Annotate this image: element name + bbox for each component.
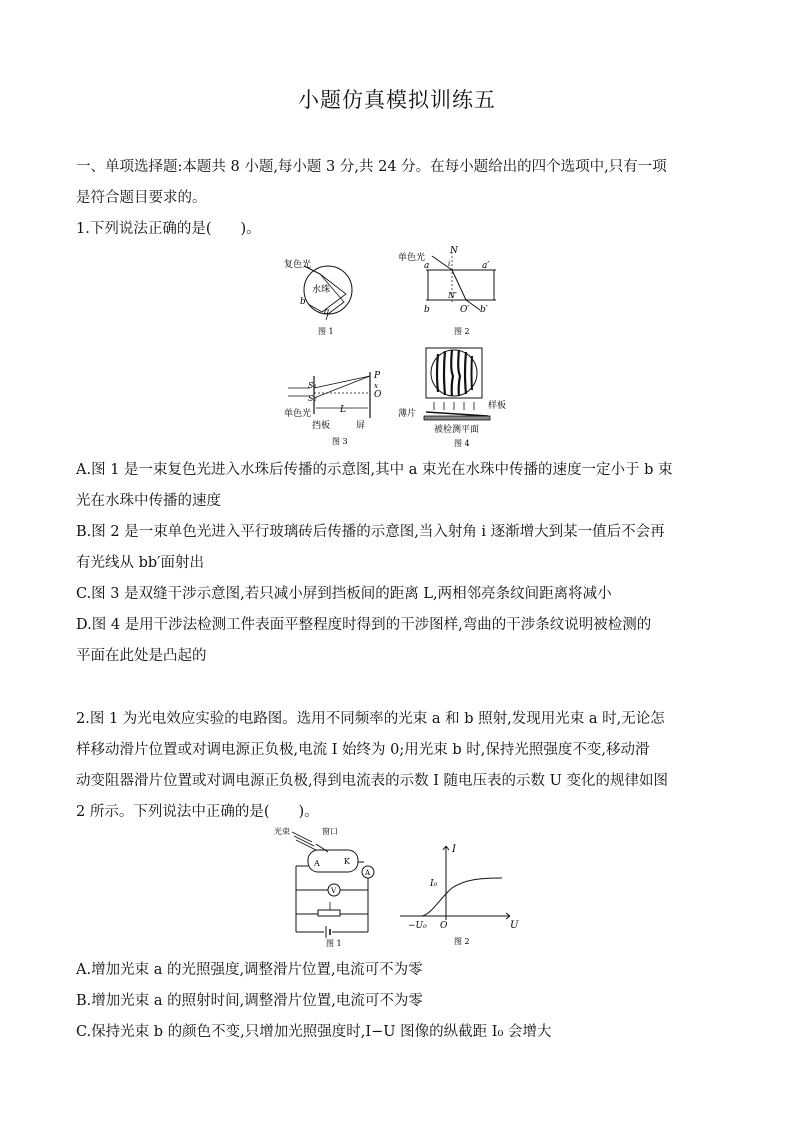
q1-option-d-line1: D.图 4 是用干涉法检测工件表面平整程度时得到的干涉图样,弯曲的干涉条纹说明被检测的 (76, 617, 652, 633)
page-title: 小题仿真模拟训练五 (298, 88, 496, 112)
fig4-label-sample: 样板 (488, 401, 507, 411)
q2-stem-line3: 动变阻器滑片位置或对调电源正负极,得到电流表的示数 I 随电压表的示数 U 变化的规律如图 (76, 773, 668, 789)
fig2-a2: a′ (482, 261, 490, 271)
fig3-O: O (374, 390, 382, 400)
fig2-N: N (450, 246, 458, 256)
fig2-label-light: 单色光 (398, 253, 426, 263)
q2-stem-line1: 2.图 1 为光电效应实验的电路图。选用不同频率的光束 a 和 b 照射,发现用光束 a 时,无论怎 (76, 711, 665, 727)
section-heading-line2: 是符合题目要求的。 (76, 190, 207, 206)
q1-figure-2 (396, 244, 516, 340)
fig4-label-film: 薄片 (398, 409, 417, 419)
q1-stem: 1.下列说法正确的是( )。 (76, 221, 261, 237)
fig4-label-plane: 被检测平面 (434, 425, 480, 435)
fig3-S1: S₁ (308, 381, 317, 390)
q2-fig1-label-window: 窗口 (322, 827, 338, 836)
fig4-caption: 图 4 (454, 439, 470, 448)
fig3-label-plate: 挡板 (312, 421, 331, 431)
q2-option-b: B.增加光束 a 的照射时间,调整滑片位置,电流可不为零 (76, 993, 423, 1009)
q1-option-a-line1: A.图 1 是一束复色光进入水珠后传播的示意图,其中 a 束光在水珠中传播的速度一定小于 b 束 (76, 462, 673, 478)
q2-fig1-V: V (331, 887, 337, 895)
q2-stem-line4: 2 所示。下列说法中正确的是( )。 (76, 804, 319, 820)
section-heading-line1: 一、单项选择题:本题共 8 小题,每小题 3 分,共 24 分。在每小题给出的四个选项中,只有一项 (76, 159, 667, 175)
fig2-O2: O′ (460, 305, 470, 315)
fig1-ray-a: a (324, 307, 330, 317)
q1-option-c: C.图 3 是双缝干涉示意图,若只减小屏到挡板间的距离 L,两相邻亮条纹间距离将减小 (76, 586, 612, 602)
fig2-b2: b′ (480, 305, 488, 315)
fig3-P: P (374, 371, 381, 381)
fig1-label-light: 复色光 (284, 260, 312, 270)
q2-fig1-caption: 图 1 (326, 939, 342, 948)
q1-figure-3 (282, 366, 392, 448)
q2-fig1-meter-A: A (365, 869, 371, 877)
q1-figure-4 (396, 346, 516, 448)
q1-figure-1 (282, 254, 372, 340)
q2-option-c: C.保持光束 b 的颜色不变,只增加光照强度时,I−U 图像的纵截距 I₀ 会增大 (76, 1024, 552, 1040)
fig1-caption: 图 1 (318, 327, 334, 336)
fig2-i: i (448, 260, 451, 268)
fig1-ray-b: b (300, 297, 306, 307)
q2-fig2-O: O (440, 921, 448, 931)
fig2-N2: N′ (448, 291, 457, 300)
q2-fig1-K: K (344, 857, 350, 866)
q1-option-b-line2: 有光线从 bb′面射出 (76, 555, 204, 571)
q2-fig1-A: A (314, 859, 320, 868)
q2-fig2-U0: −U₀ (408, 921, 427, 931)
q2-fig2-U: U (510, 920, 519, 931)
q1-option-a-line2: 光在水珠中传播的速度 (76, 493, 221, 509)
fig2-a: a (424, 261, 430, 271)
fig3-S2: S₂ (308, 394, 317, 403)
q1-option-b-line1: B.图 2 是一束单色光进入平行玻璃砖后传播的示意图,当入射角 i 逐渐增大到某一值后不会再 (76, 524, 665, 540)
q2-fig2-caption: 图 2 (454, 937, 470, 946)
q2-fig2-I0: I₀ (430, 879, 438, 889)
q2-figure-2 (396, 840, 522, 948)
q1-option-d-line2: 平面在此处是凸起的 (76, 648, 207, 664)
fig3-L: L (340, 405, 346, 415)
fig1-label-drop: 水珠 (312, 285, 331, 295)
fig2-b: b (424, 305, 430, 315)
fig3-label-screen: 屏 (356, 421, 366, 431)
fig3-x: x (374, 382, 378, 390)
q2-option-a: A.增加光束 a 的光照强度,调整滑片位置,电流可不为零 (76, 962, 423, 978)
q2-stem-line2: 样移动滑片位置或对调电源正负极,电流 I 始终为 0;用光束 b 时,保持光照强度不变,移动滑 (76, 742, 650, 758)
q2-fig1-label-beam: 光束 (274, 827, 290, 836)
fig2-caption: 图 2 (454, 327, 470, 336)
q2-fig2-I: I (452, 844, 456, 855)
q2-figure-1 (274, 824, 386, 948)
fig3-label-light: 单色光 (284, 409, 312, 419)
fig3-caption: 图 3 (332, 437, 348, 446)
